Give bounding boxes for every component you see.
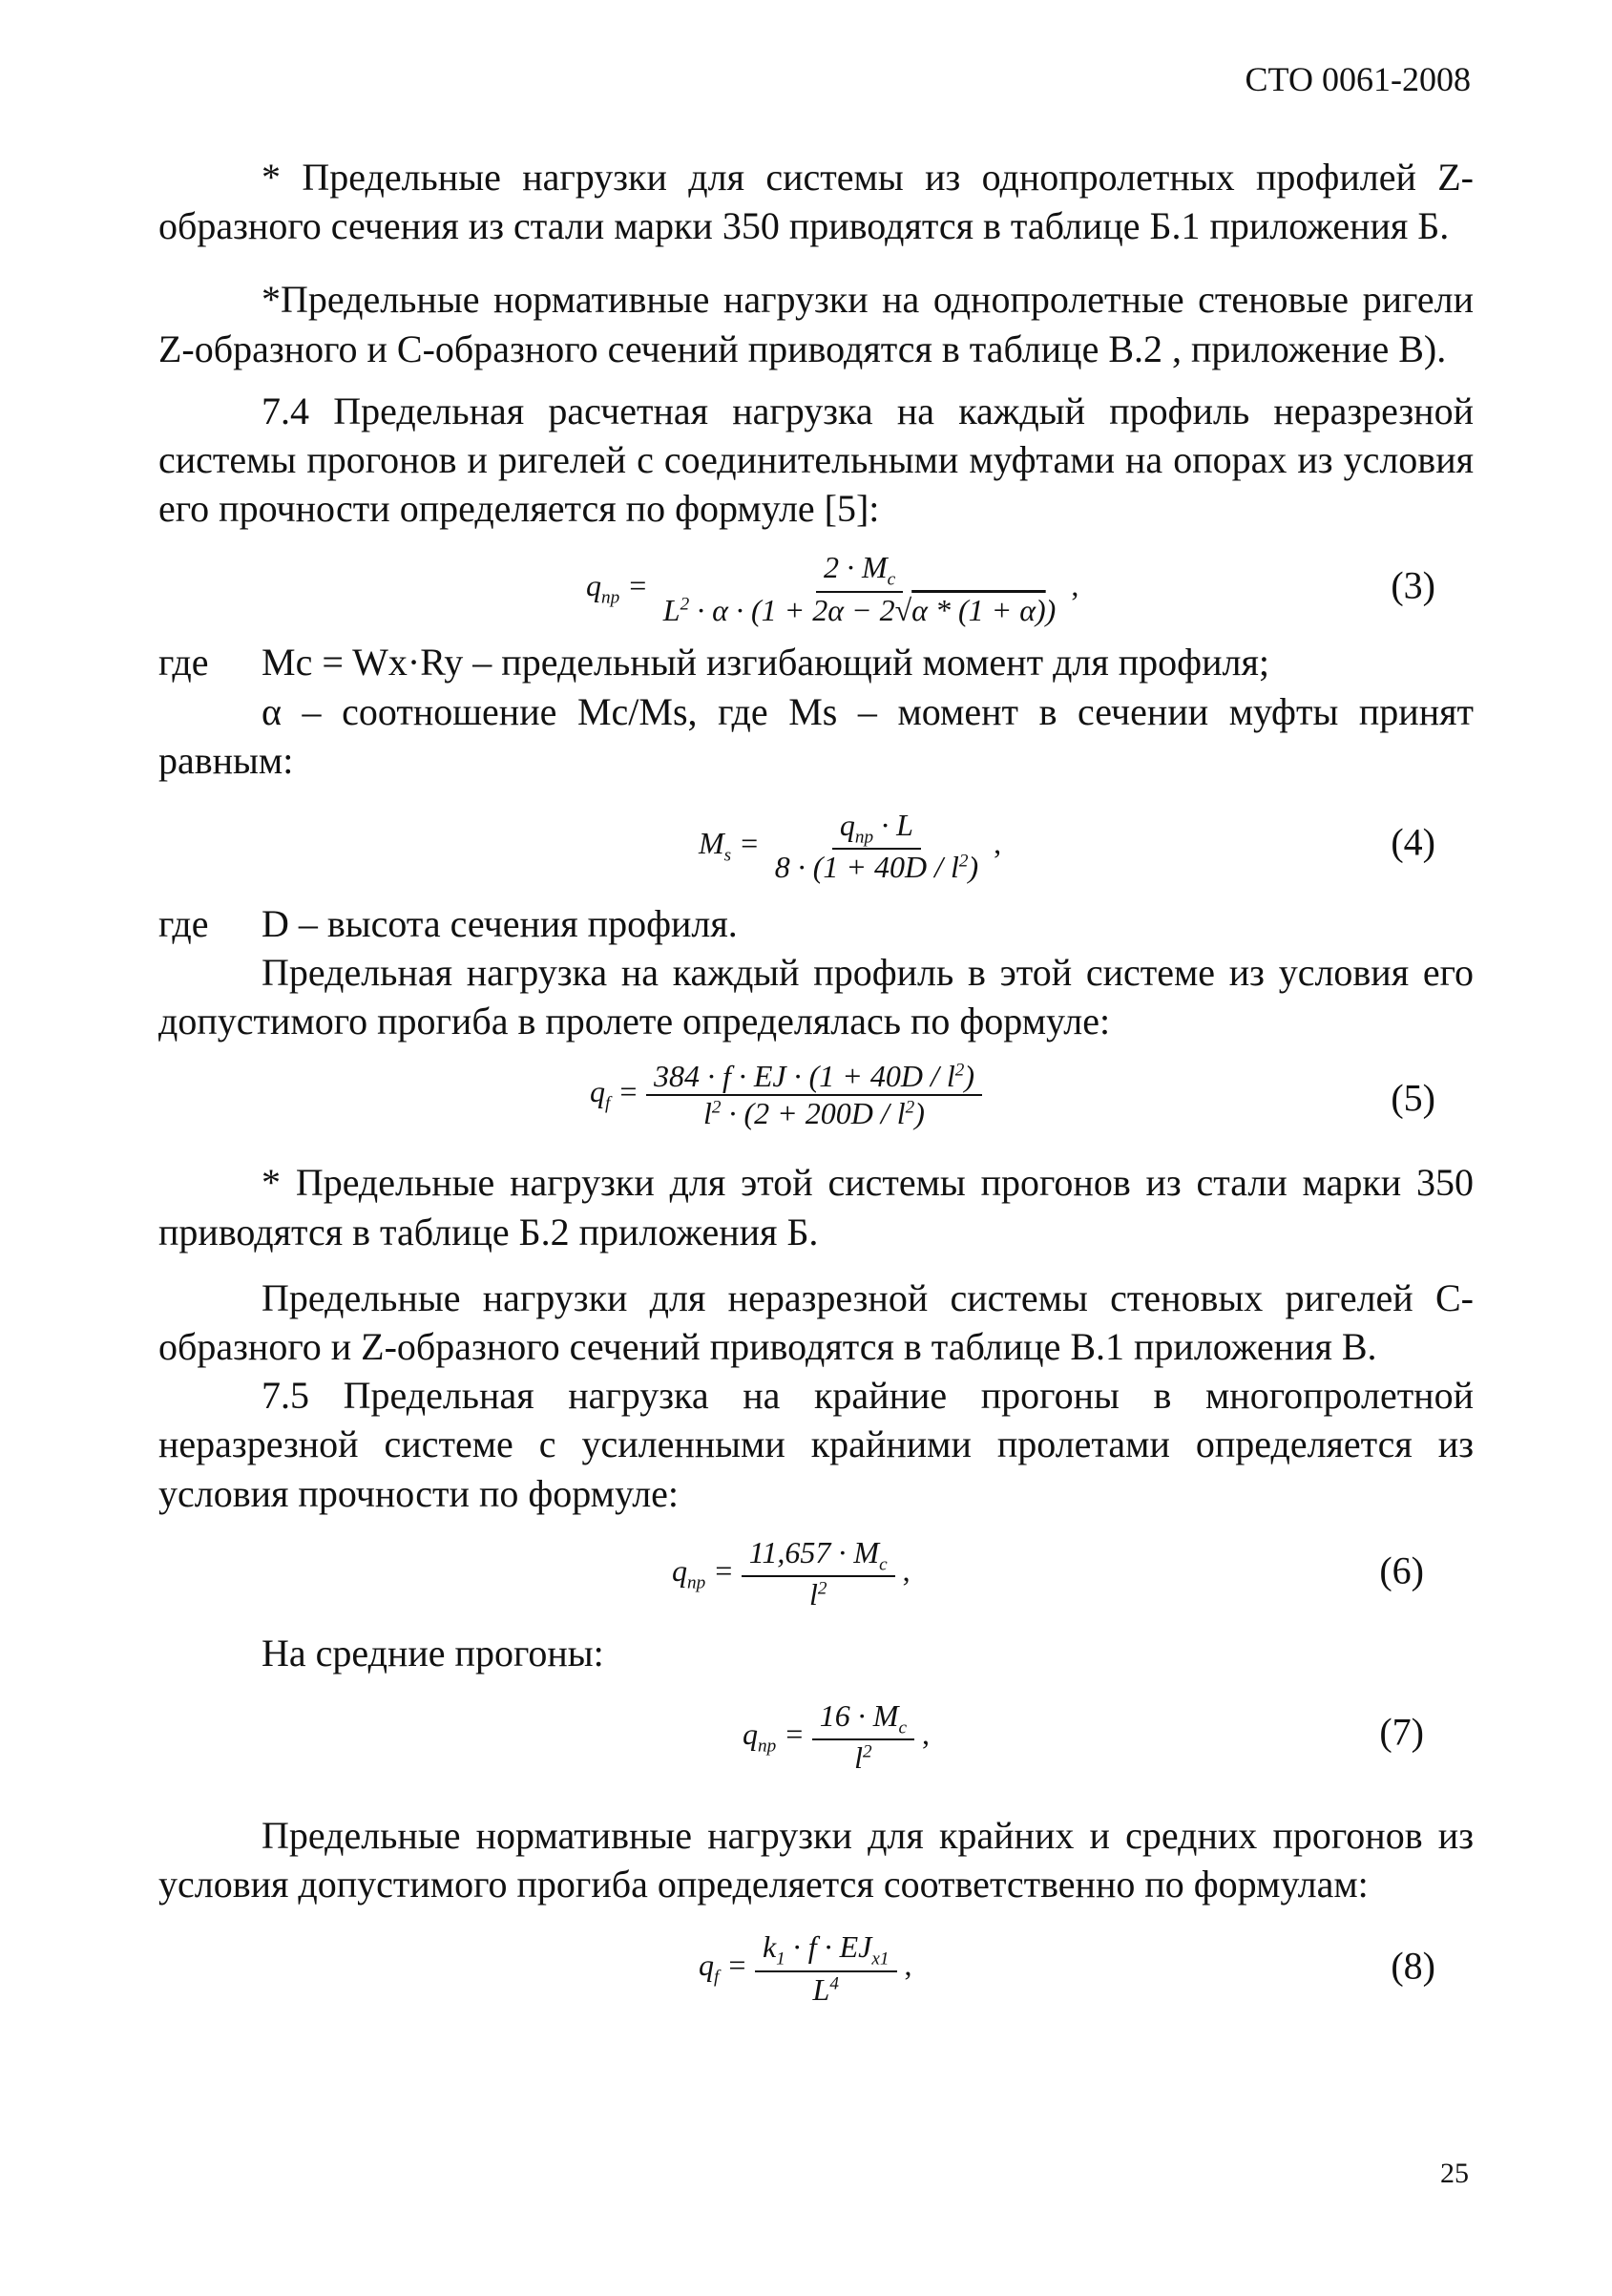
paragraph-note-v1: Предельные нагрузки для неразрезной системы стеновых ригелей С-образного и Z-образного сечений приводятся в таблице В.1 приложения В. [158,1275,1474,1368]
formula-8 [158,1908,1474,2023]
where-mc-text: Mc = Wx·Ry – предельный изгибающий момент для профиля; [262,641,1269,685]
formula-3 [158,533,1474,638]
paragraph-deflection: Предельная нагрузка на каждый профиль в этой системе из условия его допустимого прогиба в пролете определялась по формуле: [158,951,1474,1043]
page-body [158,153,1474,2023]
formula-7-number: (7) [1379,1710,1424,1754]
formula-5-number: (5) [1391,1076,1435,1120]
document-header: СТО 0061-2008 [1245,60,1471,98]
formula-5 [158,1045,1474,1150]
paragraph-note-b2: * Предельные нагрузки для этой системы прогонов из стали марки 350 приводятся в таблице Б.2 приложения Б. [158,1161,1474,1253]
paragraph-deflection-formulas: Предельные нормативные нагрузки для крайних и средних прогонов из условия допустимого прогиба определяется соответственно по формулам: [158,1813,1474,1906]
formula-6-number: (6) [1379,1548,1424,1592]
paragraph-7-4: 7.4 Предельная расчетная нагрузка на каждый профиль неразрезной системы прогонов и ригелей с соединительными муфтами на опорах из условия его прочности определяется по формуле [5]: [158,389,1474,531]
formula-8-number: (8) [1391,1944,1435,1988]
formula-7 [158,1677,1474,1786]
where-label: где [158,641,209,685]
paragraph-7-5: 7.5 Предельная нагрузка на крайние прогоны в многопролетной неразрезной системе с усиленными крайними пролетами определяется из условия прочности по формуле: [158,1374,1474,1515]
formula-4-expression: $M_s$ = $\frac{q_{пр} \cdot L}{8 \cdot (1 + 40D / l^2)}$ , [699,807,1002,885]
where-d-text: D – высота сечения профиля. [262,901,738,945]
paragraph-note-v2: *Предельные нормативные нагрузки на однопролетные стеновые ригели Z-образного и С-образного сечений приводятся в таблице В.2 , приложение В). [158,278,1474,370]
formula-8-expression: $q_f$ = $\frac{k_1 \cdot f \cdot EJ_{x1}}{L^4}$ , [699,1929,912,2007]
formula-7-expression: $q_{пр}$ = $\frac{16 \cdot M_c}{l^2}$ , [743,1697,930,1776]
formula-6 [158,1518,1474,1623]
paragraph-middle-purlins: На средние прогоны: [262,1631,604,1675]
page-number: 25 [1440,2158,1469,2189]
formula-5-expression: $q_f$ = $\frac{384 \cdot f \cdot EJ \cdot (1 + 40D / l^2)}{l^2 \cdot (2 + 200D / l^2)}$ [590,1059,982,1131]
paragraph-alpha: α – соотношение Mc/Ms, где Ms – момент в сечении муфты принят равным: [158,689,1474,782]
formula-4 [158,785,1474,899]
where-label: где [158,901,209,945]
formula-6-expression: $q_{пр}$ = $\frac{11,657 \cdot M_c}{l^2}$ , [672,1534,911,1612]
formula-4-number: (4) [1391,820,1435,864]
where-d [158,899,1474,948]
formula-3-number: (3) [1391,563,1435,607]
paragraph-note-b1: * Предельные нагрузки для системы из однопролетных профилей Z-образного сечения из стали марки 350 приводятся в таблице Б.1 приложения Б. [158,156,1474,248]
where-mc [158,638,1474,686]
formula-3-expression: $q_{пр}$ = $\frac{2 \cdot M_c}{L^2 \cdot \alpha \cdot (1 + 2\alpha - 2√\alpha * (1 + \alpha))}$ , [586,550,1079,627]
